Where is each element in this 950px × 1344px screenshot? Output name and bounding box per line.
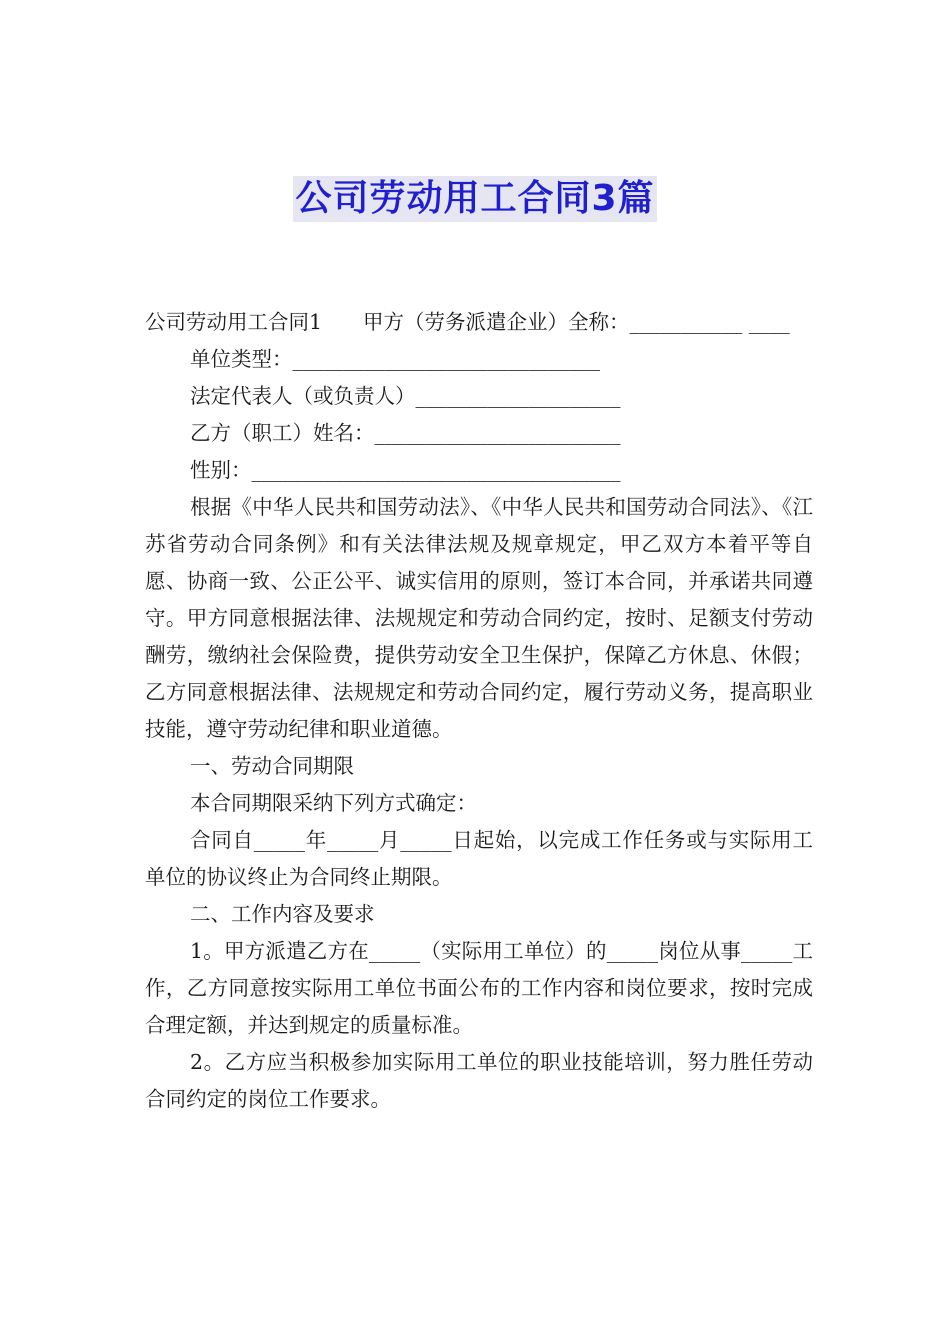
paragraph-work-item-2: 2。乙方应当积极参加实际用工单位的职业技能培训，努力胜任劳动合同约定的岗位工作要求。 [145, 1050, 813, 1111]
section-heading-work: 二、工作内容及要求 [190, 902, 375, 926]
paragraph-preamble: 根据《中华人民共和国劳动法》、《中华人民共和国劳动合同法》、《江苏省劳动合同条例》和有关法律法规及规章规定，甲乙双方本着平等自愿、协商一致、公正公平、诚实信用的原则，签订本合同，并承诺共同遵守。甲方同意根据法律、法规规定和劳动合同约定，按时、足额支付劳动酬劳，缴纳社会保险费，提供劳动安全卫生保护，保障乙方休息、休假；乙方同意根据法律、法规规定和劳动合同约定，履行劳动义务，提高职业技能，遵守劳动纪律和职业道德。 [145, 495, 813, 741]
document-body [145, 304, 813, 1118]
paragraph-term-method: 本合同期限采纳下列方式确定： [190, 791, 477, 815]
paragraph-unit-type: 单位类型：______________________________ [190, 347, 600, 371]
paragraph-party-b-name: 乙方（职工）姓名：________________________ [190, 421, 621, 445]
paragraph-party-a: 公司劳动用工合同1 甲方（劳务派遣企业）全称：___________ ____ [145, 310, 790, 334]
paragraph-work-item-1: 1。甲方派遣乙方在_____（实际用工单位）的_____岗位从事_____工作，乙方同意按实际用工单位书面公布的工作内容和岗位要求，按时完成合理定额，并达到规定的质量标准。 [145, 939, 813, 1037]
title-wrap [0, 176, 950, 222]
paragraph-gender: 性别：____________________________________ [190, 458, 621, 482]
document-title: 公司劳动用工合同3篇 [293, 176, 656, 222]
section-heading-term: 一、劳动合同期限 [190, 754, 354, 778]
paragraph-legal-rep: 法定代表人（或负责人）____________________ [190, 384, 621, 408]
paragraph-term-dates: 合同自_____年_____月_____日起始，以完成工作任务或与实际用工单位的协议终止为合同终止期限。 [145, 828, 813, 889]
